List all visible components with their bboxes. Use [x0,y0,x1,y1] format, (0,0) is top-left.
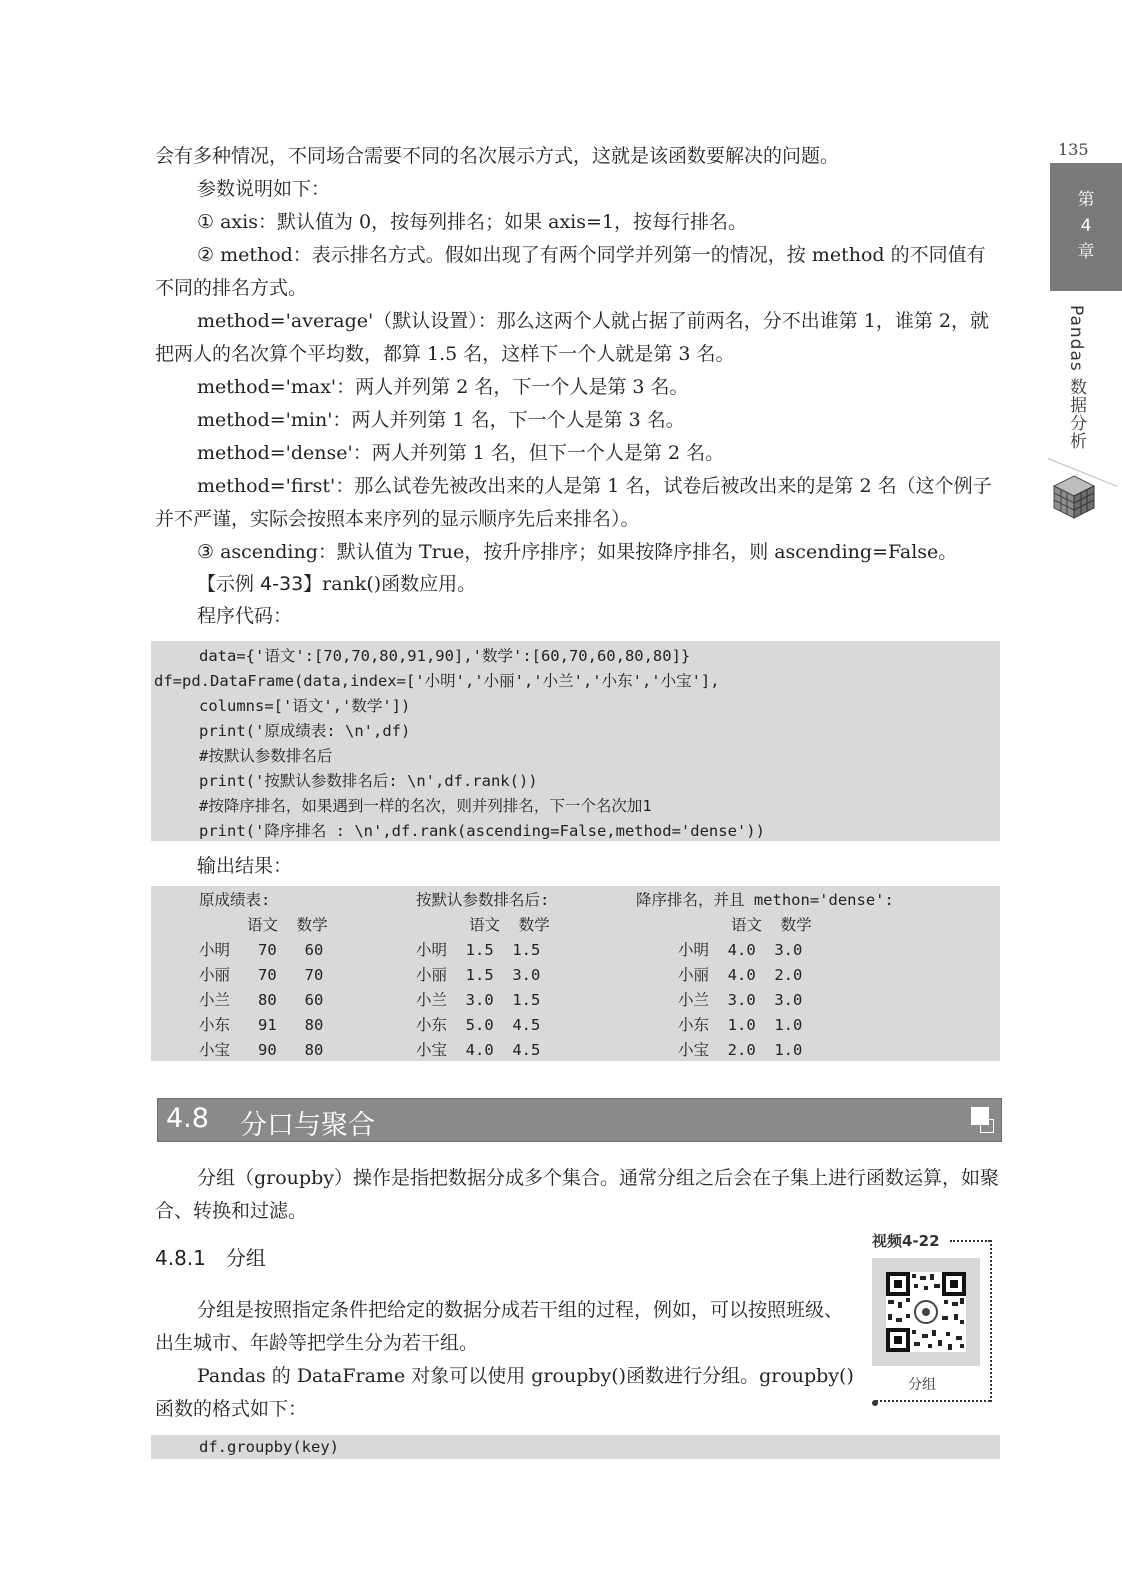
output-row: 小东 1.0 1.0 [678,1016,803,1034]
code-line: print('原成绩表: \n',df) [199,722,411,740]
body-paragraph: 分组是按照指定条件把给定的数据分成若干组的过程，例如，可以按照班级、出生城市、年龄等把学生分为若干组。 [155,1299,844,1354]
code-block [151,641,1000,841]
body-line: 参数说明如下： [197,178,331,200]
corner-outline-icon [980,1119,994,1133]
body-line: ③ ascending：默认值为 True，按升序排序；如果按降序排名，则 ascending=False。 [197,541,958,563]
chapter-tab-char: 4 [1080,216,1092,236]
chapter-tab-char: 第 [1077,190,1095,210]
code-line: data={'语文':[70,70,80,91,90],'数学':[60,70,60,80,80]} [199,647,691,665]
body-paragraph: ② method：表示排名方式。假如出现了有两个同学并列第一的情况，按 method 的不同值有不同的排名方式。 [155,244,986,299]
section-number: 4.8 [166,1103,209,1134]
bullet-dot [872,1400,878,1406]
example-heading [197,568,476,601]
output-header: 语文 数学 [731,916,812,934]
body-line: ① axis：默认值为 0，按每列排名；如果 axis=1，按每行排名。 [197,211,747,233]
output-title: 按默认参数排名后: [416,891,550,909]
subsection-heading: 4.8.1 分组 [155,1246,266,1270]
code-label: 程序代码： [197,605,293,627]
output-header: 语文 数学 [247,916,328,934]
output-row: 小宝 4.0 4.5 [416,1041,541,1059]
output-row: 小兰 80 60 [199,991,324,1009]
output-row: 小明 70 60 [199,941,324,959]
output-row: 小东 91 80 [199,1016,324,1034]
output-row: 小东 5.0 4.5 [416,1016,541,1034]
output-block [151,886,1000,1061]
output-header: 语文 数学 [469,916,550,934]
example-desc: rank()函数应用。 [322,573,477,595]
example-tag: 【示例 4-33】 [197,573,323,595]
code-line: print('降序排名 : \n',df.rank(ascending=False,method='dense')) [199,822,765,840]
output-label: 输出结果： [197,855,293,877]
code-block [151,1435,1000,1459]
video-caption: 分组 [908,1377,936,1393]
body-paragraph: method='average'（默认设置）：那么这两个人就占据了前两名，分不出谁第 1，谁第 2，就把两人的名次算个平均数，都算 1.5 名，这样下一个人就是第 3 名。 [155,310,989,365]
body-line: method='min'：两人并列第 1 名，下一个人是第 3 名。 [197,409,685,431]
output-row: 小宝 90 80 [199,1041,324,1059]
body-paragraph: Pandas 的 DataFrame 对象可以使用 groupby()函数进行分组。groupby()函数的格式如下： [155,1365,854,1420]
section-intro: 分组（groupby）操作是指把数据分成多个集合。通常分组之后会在子集上进行函数运算，如聚合、转换和过滤。 [155,1167,999,1222]
output-row: 小丽 4.0 2.0 [678,966,803,984]
code-line: columns=['语文','数学']) [199,697,411,715]
output-row: 小兰 3.0 1.5 [416,991,541,1009]
output-row: 小宝 2.0 1.0 [678,1041,803,1059]
output-row: 小明 4.0 3.0 [678,941,803,959]
output-row: 小明 1.5 1.5 [416,941,541,959]
body-paragraph: method='first'：那么试卷先被改出来的人是第 1 名，试卷后被改出来的是第 2 名（这个例子并不严谨，实际会按照本来序列的显示顺序先后来排名）。 [155,475,992,530]
code-line: #按降序排名，如果遇到一样的名次，则并列排名，下一个名次加1 [199,797,652,815]
output-title: 原成绩表: [199,891,271,909]
code-line: #按默认参数排名后 [199,747,333,765]
qr-code-icon[interactable] [872,1258,980,1366]
rubiks-cube-icon [1052,474,1096,520]
chapter-tab [1050,163,1122,291]
chapter-tab-char: 章 [1077,242,1095,262]
page-number: 135 [1058,140,1089,159]
code-line: df.groupby(key) [199,1438,339,1456]
section-title: 分口与聚合 [240,1110,375,1141]
video-qr-box[interactable] [872,1230,992,1402]
code-line: df=pd.DataFrame(data,index=['小明','小丽','小兰','小东','小宝'], [154,672,720,690]
body-paragraph: 会有多种情况，不同场合需要不同的名次展示方式，这就是该函数要解决的问题。 [155,145,840,167]
dotted-border [950,1240,990,1242]
dotted-border [990,1240,992,1402]
output-row: 小兰 3.0 3.0 [678,991,803,1009]
output-row: 小丽 1.5 3.0 [416,966,541,984]
section-heading-bar [157,1098,1002,1142]
output-title: 降序排名，并且 methon='dense': [636,891,894,909]
body-line: method='max'：两人并列第 2 名，下一个人是第 3 名。 [197,376,689,398]
video-label: 视频4-22 [872,1232,940,1250]
dotted-border [876,1400,990,1402]
body-line: method='dense'：两人并列第 1 名，但下一个人是第 2 名。 [197,442,725,464]
side-title: Pandas 数据分析 [1066,305,1086,451]
output-row: 小丽 70 70 [199,966,324,984]
code-line: print('按默认参数排名后: \n',df.rank()) [199,772,538,790]
